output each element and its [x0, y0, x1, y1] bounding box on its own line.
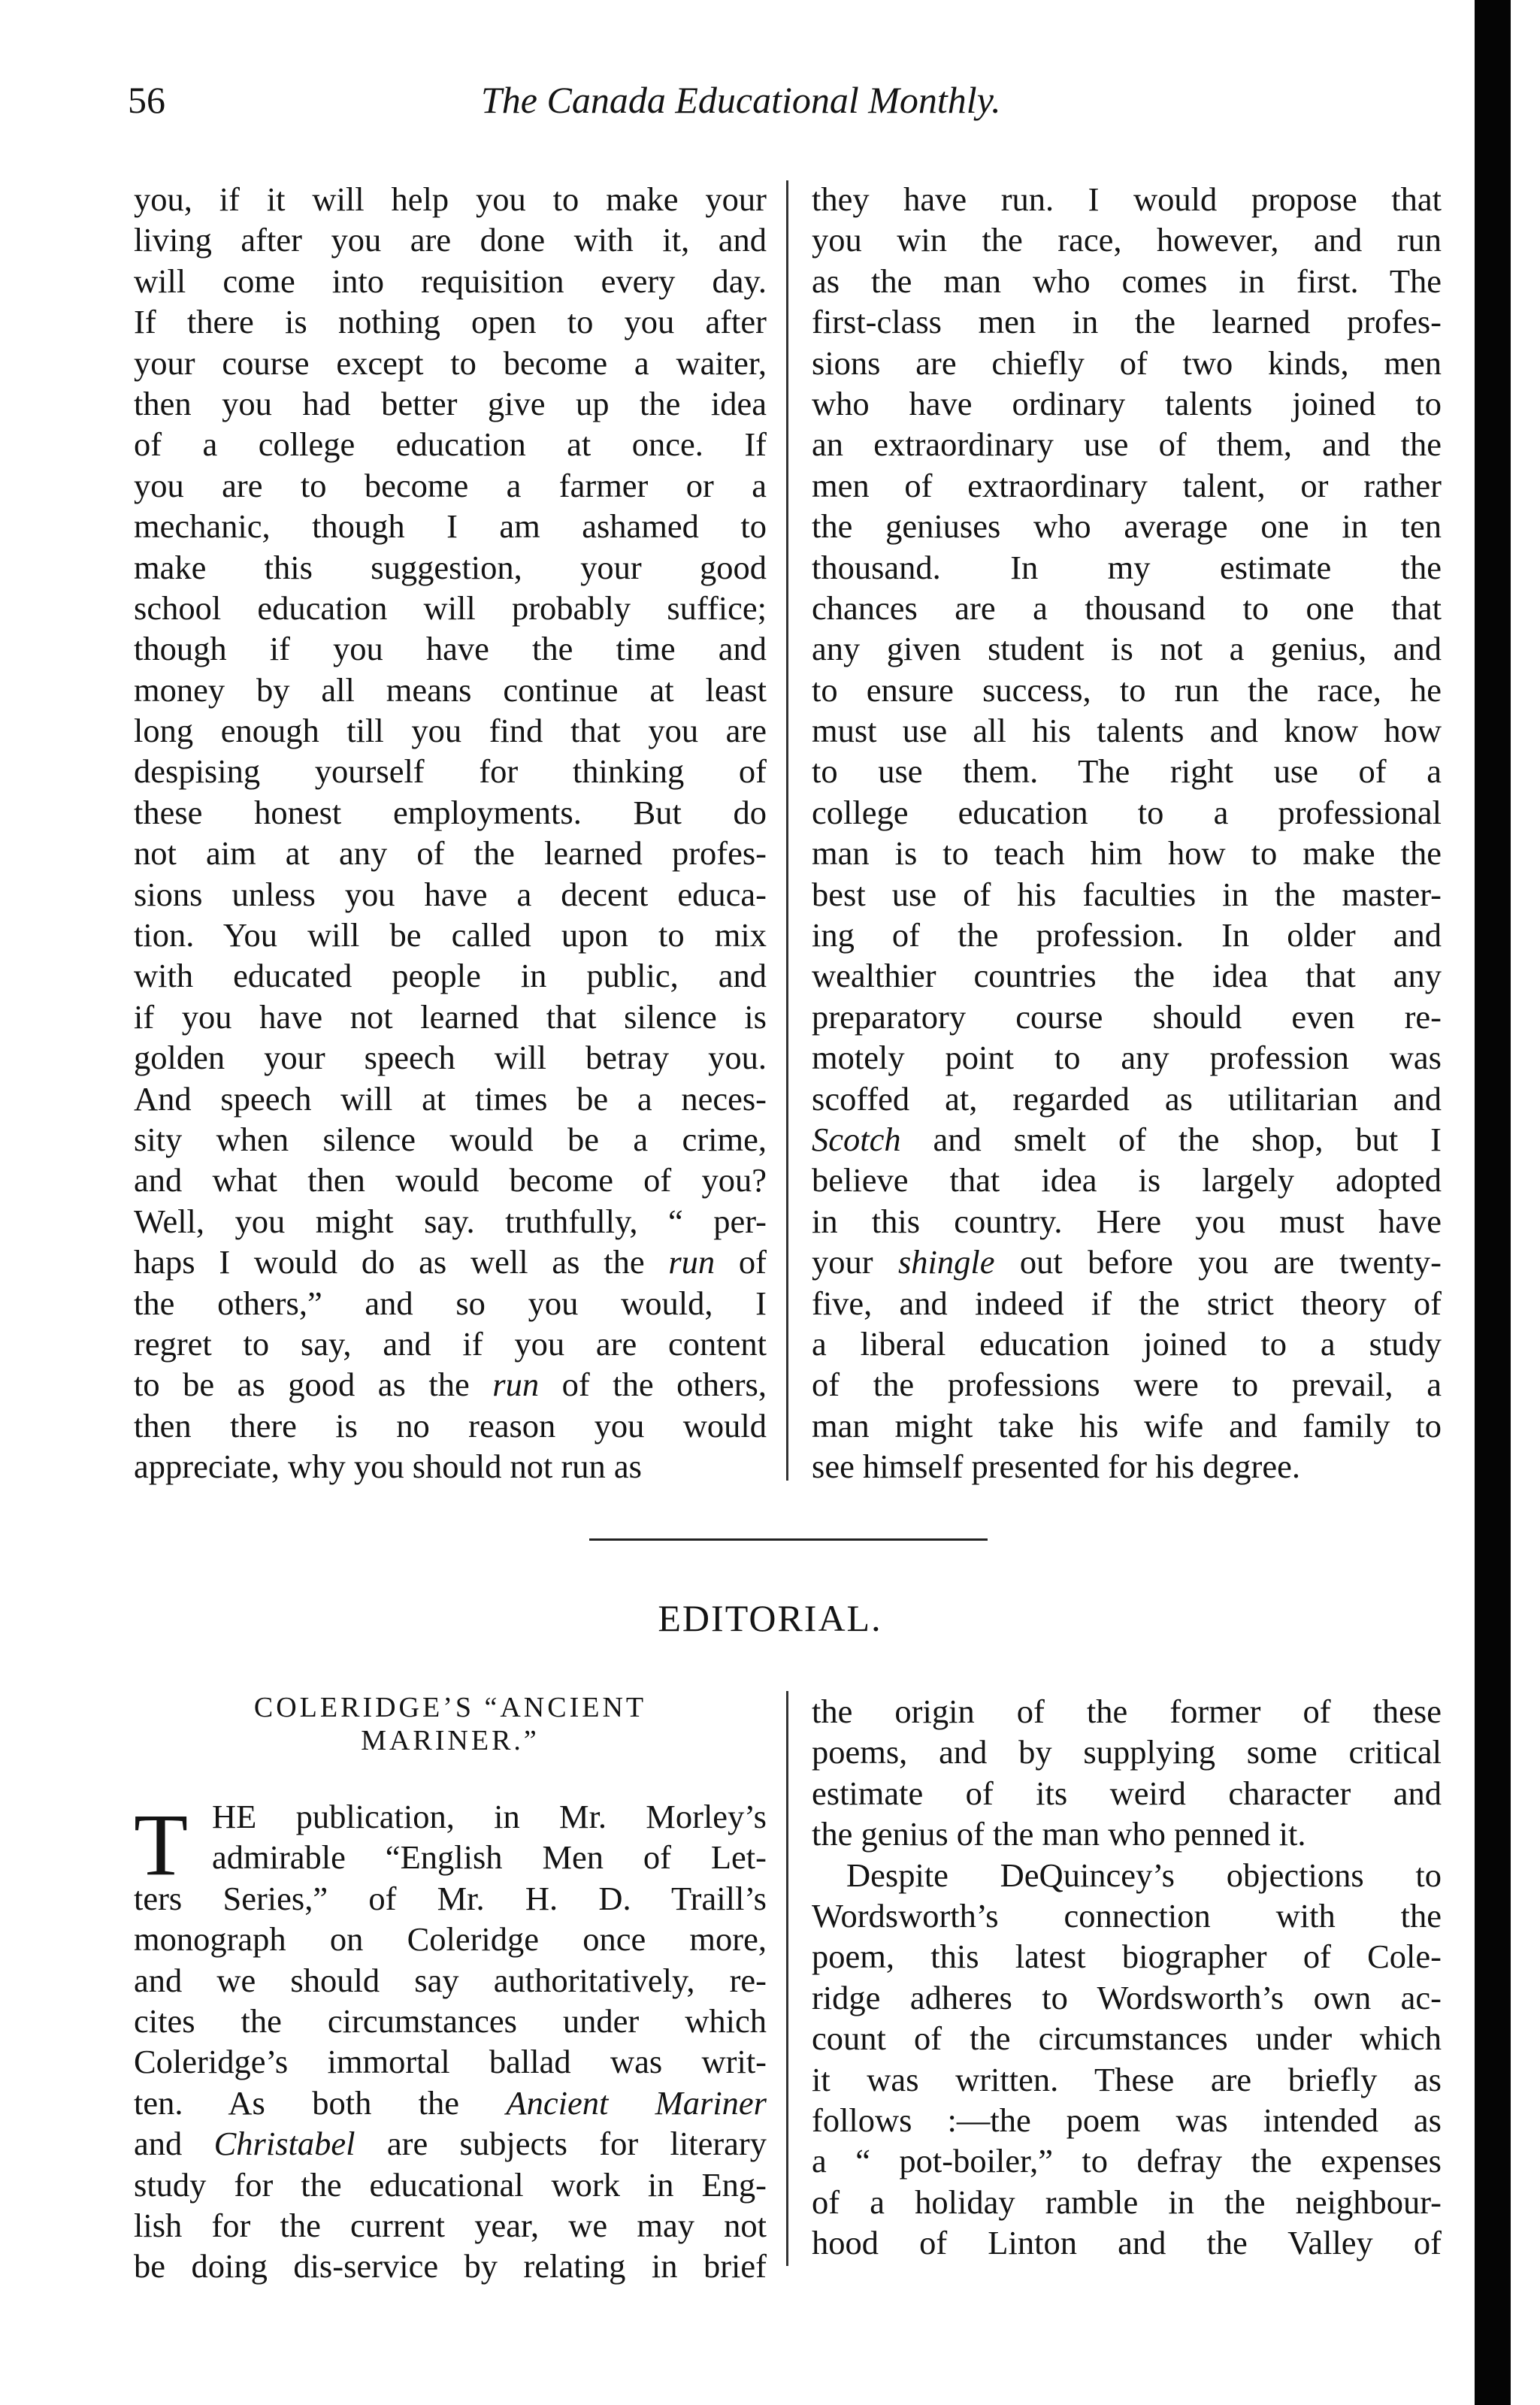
- line-part: out before you are twenty-: [994, 1243, 1442, 1281]
- article-title: [134, 1691, 767, 1757]
- text-line: Coleridge’s immortal ballad was writ-: [134, 2043, 767, 2081]
- text-line: five, and indeed if the strict theory of: [812, 1284, 1442, 1322]
- text-line: be doing dis-service by relating in brief: [134, 2247, 767, 2286]
- text-line: these honest employments. But do: [134, 793, 767, 831]
- text-line: man might take his wife and family to: [812, 1406, 1442, 1445]
- text-line: appreciate, why you should not run as: [134, 1448, 642, 1486]
- bottom-left-column: [134, 1796, 767, 2287]
- text-line: motely point to any profession was: [812, 1039, 1442, 1077]
- text-line: preparatory course should even re-: [812, 997, 1442, 1036]
- text-line: scoffed at, regarded as utilitarian and: [812, 1079, 1442, 1118]
- text-line: man is to teach him how to make the: [812, 834, 1442, 873]
- column-rule: [786, 180, 788, 1481]
- italic-ancient-mariner: Ancient Mariner: [506, 2083, 767, 2122]
- text-line: despising yourself for thinking of: [134, 752, 767, 791]
- text-line: thousand. In my estimate the: [812, 548, 1442, 586]
- drop-cap: T: [134, 1795, 189, 1894]
- text-line: Well, you might say. truthfully, “ per-: [134, 1202, 767, 1240]
- text-line: see himself presented for his degree.: [812, 1448, 1300, 1486]
- text-line: a liberal education joined to a study: [812, 1324, 1442, 1363]
- column-rule: [786, 1691, 788, 2266]
- text-line: believe that idea is largely adopted: [812, 1161, 1442, 1199]
- text-line: long enough till you find that you are: [134, 712, 767, 750]
- italic-run: run: [668, 1243, 716, 1281]
- line-part: of: [715, 1243, 767, 1281]
- running-title: The Canada Educational Monthly.: [481, 79, 1001, 121]
- text-line: the genius of the man who penned it.: [812, 1815, 1306, 1853]
- text-line: study for the educational work in Eng-: [134, 2165, 767, 2204]
- text-line: with educated people in public, and: [134, 957, 767, 995]
- text-line: of a college education at once. If: [134, 425, 767, 464]
- text-line: not aim at any of the learned profes-: [134, 834, 767, 873]
- text-line: to use them. The right use of a: [812, 752, 1442, 791]
- text-line: who have ordinary talents joined to: [812, 384, 1442, 422]
- line-part: ten. As both the: [134, 2083, 507, 2122]
- top-left-column: [134, 179, 767, 1487]
- text-line: If there is nothing open to you after: [134, 303, 767, 341]
- text-line: and we should say authoritatively, re-: [134, 1961, 767, 1999]
- text-line: college education to a professional: [812, 793, 1442, 831]
- line-part: of the others,: [539, 1366, 767, 1404]
- text-line: make this suggestion, your good: [134, 548, 767, 586]
- section-divider: [589, 1538, 988, 1541]
- text-line: poems, and by supplying some critical: [812, 1733, 1442, 1771]
- text-line: chances are a thousand to one that: [812, 588, 1442, 627]
- article-title-line: MARINER.”: [361, 1725, 540, 1756]
- text-line: admirable “English Men of Let-: [212, 1838, 767, 1877]
- text-line: tion. You will be called upon to mix: [134, 916, 767, 954]
- text-line: ters Series,” of Mr. H. D. Traill’s: [134, 1879, 767, 1917]
- text-line: count of the circumstances under which: [812, 2019, 1442, 2058]
- text-line: hood of Linton and the Valley of: [812, 2224, 1442, 2262]
- text-line: it was written. These are briefly as: [812, 2060, 1442, 2098]
- text-line: first-class men in the learned profes-: [812, 303, 1442, 341]
- text-line: follows :—the poem was intended as: [812, 2101, 1442, 2139]
- top-right-column: [812, 179, 1442, 1487]
- line-part: to be as good as the: [134, 1366, 493, 1404]
- text-line: [812, 1242, 1442, 1282]
- italic-scotch: Scotch: [812, 1120, 901, 1158]
- text-line: any given student is not a genius, and: [812, 630, 1442, 668]
- text-line: a “ pot-boiler,” to defray the expenses: [812, 2142, 1442, 2180]
- text-line: the origin of the former of these: [812, 1693, 1442, 1730]
- text-line: [134, 1364, 767, 1405]
- line-part: and: [134, 2125, 214, 2163]
- text-line: regret to say, and if you are content: [134, 1324, 767, 1363]
- text-line: estimate of its weird character and: [812, 1774, 1442, 1812]
- line-part: haps I would do as well as the: [134, 1243, 669, 1281]
- text-line: ing of the profession. In older and: [812, 916, 1442, 954]
- text-line: And speech will at times be a neces-: [134, 1079, 767, 1118]
- text-line: HE publication, in Mr. Morley’s: [212, 1798, 767, 1835]
- text-line: as the man who comes in first. The: [812, 262, 1442, 300]
- text-line: wealthier countries the idea that any: [812, 957, 1442, 995]
- text-line: and what then would become of you?: [134, 1161, 767, 1199]
- text-line: [812, 1119, 1442, 1160]
- section-title: EDITORIAL.: [658, 1597, 882, 1639]
- text-line: mechanic, though I am ashamed to: [134, 507, 767, 546]
- text-line: [134, 2123, 767, 2164]
- text-line: if you have not learned that silence is: [134, 997, 767, 1036]
- line-part: your: [812, 1243, 898, 1281]
- text-line: monograph on Coleridge once more,: [134, 1920, 767, 1959]
- text-line: you, if it will help you to make your: [134, 180, 767, 218]
- text-line: you are to become a farmer or a: [134, 466, 767, 504]
- italic-run: run: [492, 1366, 540, 1404]
- text-line: best use of his faculties in the master-: [812, 875, 1442, 913]
- text-line: an extraordinary use of them, and the: [812, 425, 1442, 464]
- text-line: your course except to become a waiter,: [134, 343, 767, 382]
- text-line: then there is no reason you would: [134, 1406, 767, 1445]
- text-line: sions unless you have a decent educa-: [134, 875, 767, 913]
- text-line: school education will probably suffice;: [134, 588, 767, 627]
- text-line: will come into requisition every day.: [134, 262, 767, 300]
- line-part: are subjects for literary: [355, 2125, 767, 2163]
- text-line: must use all his talents and know how: [812, 712, 1442, 750]
- text-line: sity when silence would be a crime,: [134, 1120, 767, 1158]
- text-line: to ensure success, to run the race, he: [812, 670, 1442, 709]
- text-line: then you had better give up the idea: [134, 384, 767, 422]
- text-line: [134, 1242, 767, 1282]
- page-number: 56: [128, 79, 165, 121]
- text-line: Despite DeQuincey’s objections to: [846, 1856, 1442, 1894]
- scan-binding-shadow: [1475, 0, 1511, 2405]
- text-line: Wordsworth’s connection with the: [812, 1896, 1442, 1935]
- text-line: you win the race, however, and run: [812, 221, 1442, 259]
- text-line: men of extraordinary talent, or rather: [812, 466, 1442, 504]
- text-line: of the professions were to prevail, a: [812, 1366, 1442, 1404]
- text-line: [134, 2083, 767, 2123]
- italic-christabel: Christabel: [213, 2125, 356, 2163]
- text-line: living after you are done with it, and: [134, 221, 767, 259]
- text-line: money by all means continue at least: [134, 670, 767, 709]
- text-line: the others,” and so you would, I: [134, 1284, 767, 1322]
- text-line: though if you have the time and: [134, 630, 767, 668]
- text-line: they have run. I would propose that: [812, 180, 1442, 218]
- bottom-right-column: [812, 1691, 1442, 2263]
- text-line: the geniuses who average one in ten: [812, 507, 1442, 546]
- text-line: golden your speech will betray you.: [134, 1039, 767, 1077]
- text-line: cites the circumstances under which: [134, 2001, 767, 2040]
- text-line: sions are chiefly of two kinds, men: [812, 343, 1442, 382]
- text-line: poem, this latest biographer of Cole-: [812, 1938, 1442, 1976]
- italic-shingle: shingle: [897, 1243, 995, 1281]
- text-line: of a holiday ramble in the neighbour-: [812, 2183, 1442, 2221]
- line-part: and smelt of the shop, but I: [900, 1120, 1442, 1158]
- text-line: lish for the current year, we may not: [134, 2206, 767, 2244]
- article-title-line: COLERIDGE’S “ANCIENT: [253, 1692, 647, 1723]
- text-line: ridge adheres to Wordsworth’s own ac-: [812, 1978, 1442, 2016]
- text-line: in this country. Here you must have: [812, 1202, 1442, 1240]
